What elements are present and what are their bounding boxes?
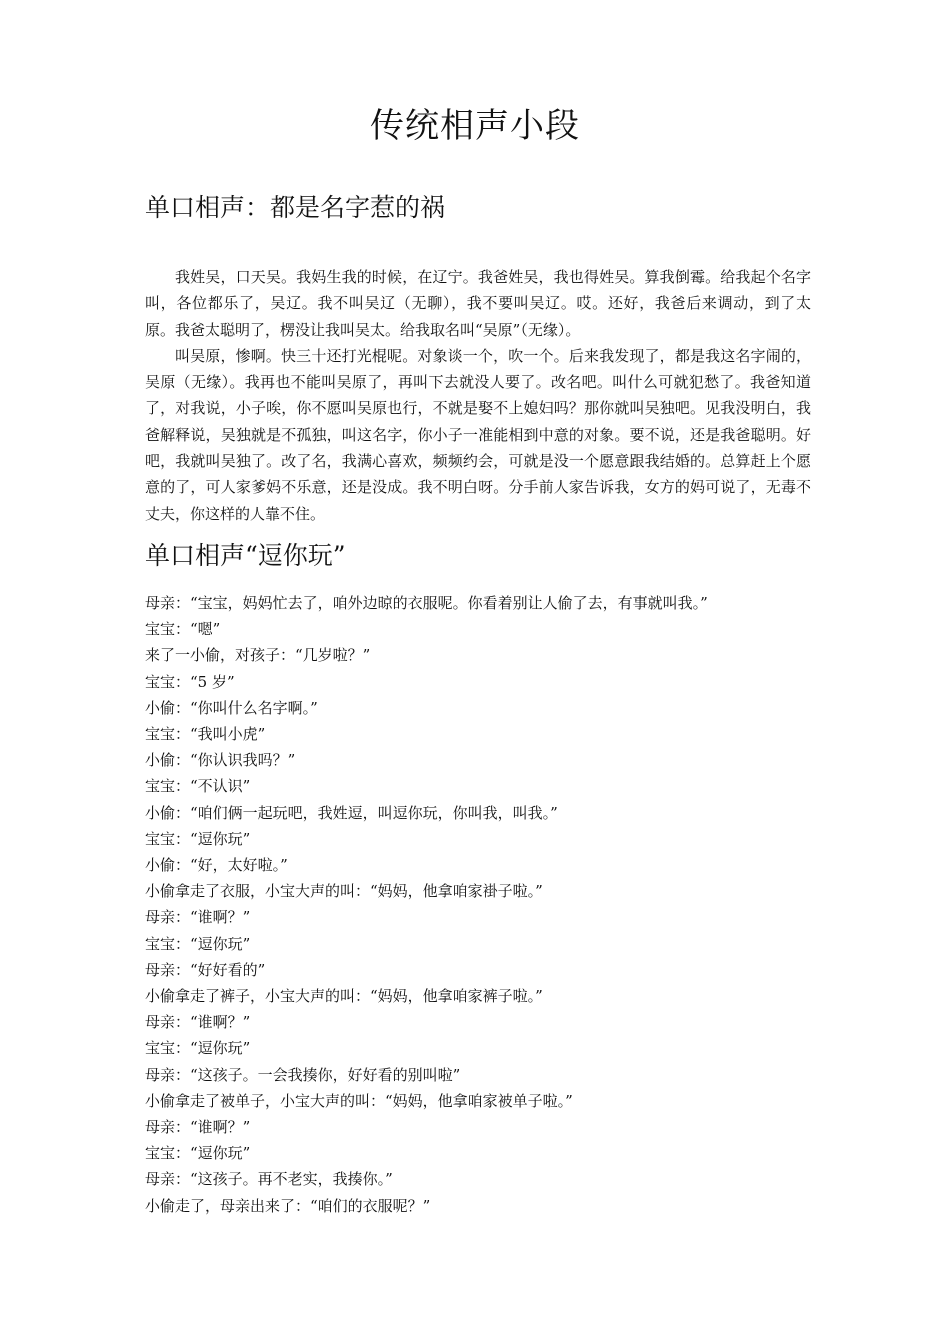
dialogue-line: 小偷：“咱们俩一起玩吧，我姓逗，叫逗你玩，你叫我，叫我。” (145, 803, 558, 822)
dialogue-line: 宝宝：“不认识” (145, 777, 251, 796)
dialogue-line: 母亲：“这孩子。再不老实，我揍你。” (145, 1170, 393, 1189)
paragraph: 叫吴原，惨啊。快三十还打光棍呢。对象谈一个，吹一个。后来我发现了，都是我这名字闹的，吴原（无缘）。我再也不能叫吴原了，再叫下去就没人要了。改名吧。叫什么可就犯愁了。我爸知道了，对我说，小子唉，你不愿叫吴原也行，不就是娶不上媳妇吗？那你就叫吴独吧。见我没明白，我爸解释说，吴独就是不孤独，叫这名字，你小子一准能相到中意的对象。要不说，还是我爸聪明。好吧，我就叫吴独了。改了名，我满心喜欢，频频约会，可就是没一个愿意跟我结婚的。总算赶上个愿意的了，可人家爹妈不乐意，还是没成。我不明白呀。分手前人家告诉我，女方的妈可说了，无毒不丈夫，你这样的人靠不住。 (145, 346, 811, 523)
dialogue-line: 小偷：“你认识我吗？” (145, 751, 296, 770)
dialogue-line: 小偷走了，母亲出来了：“咱们的衣服呢？” (145, 1196, 431, 1215)
dialogue-line: 来了一小偷，对孩子：“几岁啦？” (145, 646, 371, 665)
dialogue-line: 小偷：“好，太好啦。” (145, 856, 288, 875)
dialogue-line: 小偷：“你叫什么名字啊。” (145, 698, 318, 717)
dialogue-line: 宝宝：“逗你玩” (145, 1039, 251, 1058)
dialogue-line: 母亲：“好好看的” (145, 960, 266, 979)
dialogue-line: 小偷拿走了衣服，小宝大声的叫：“妈妈，他拿咱家褂子啦。” (145, 882, 543, 901)
dialogue-line: 母亲：“宝宝，妈妈忙去了，咱外边晾的衣服呢。你看着别让人偷了去，有事就叫我。” (145, 594, 708, 612)
dialogue-list (145, 590, 825, 1219)
dialogue-line: 宝宝：“5 岁” (145, 672, 235, 691)
dialogue-line: 母亲：“谁啊？” (145, 908, 251, 927)
section-title-2: 单口相声“逗你玩” (145, 541, 346, 570)
dialogue-line: 宝宝：“逗你玩” (145, 1144, 251, 1163)
dialogue-line: 宝宝：“嗯” (145, 620, 221, 639)
paragraph: 我姓吴，口天吴。我妈生我的时候，在辽宁。我爸姓吴，我也得姓吴。算我倒霉。给我起个名字叫，各位都乐了，吴辽。我不叫吴辽（无聊），我不要叫吴辽。哎。还好，我爸后来调动，到了太原。我爸太聪明了，楞没让我叫吴太。给我取名叫“吴原”（无缘）。 (145, 268, 811, 339)
section-title-1: 单口相声：都是名字惹的祸 (145, 193, 446, 222)
dialogue-line: 母亲：“这孩子。一会我揍你，好好看的别叫啦” (145, 1065, 461, 1084)
dialogue-line: 母亲：“谁啊？” (145, 1013, 251, 1032)
section-1-body (145, 264, 811, 527)
document-title: 传统相声小段 (370, 106, 580, 146)
dialogue-line: 小偷拿走了裤子，小宝大声的叫：“妈妈，他拿咱家裤子啦。” (145, 987, 543, 1006)
dialogue-line: 宝宝：“逗你玩” (145, 829, 251, 848)
dialogue-line: 母亲：“谁啊？” (145, 1118, 251, 1137)
dialogue-line: 小偷拿走了被单子，小宝大声的叫：“妈妈，他拿咱家被单子啦。” (145, 1091, 573, 1110)
dialogue-line: 宝宝：“逗你玩” (145, 934, 251, 953)
dialogue-line: 宝宝：“我叫小虎” (145, 725, 266, 744)
